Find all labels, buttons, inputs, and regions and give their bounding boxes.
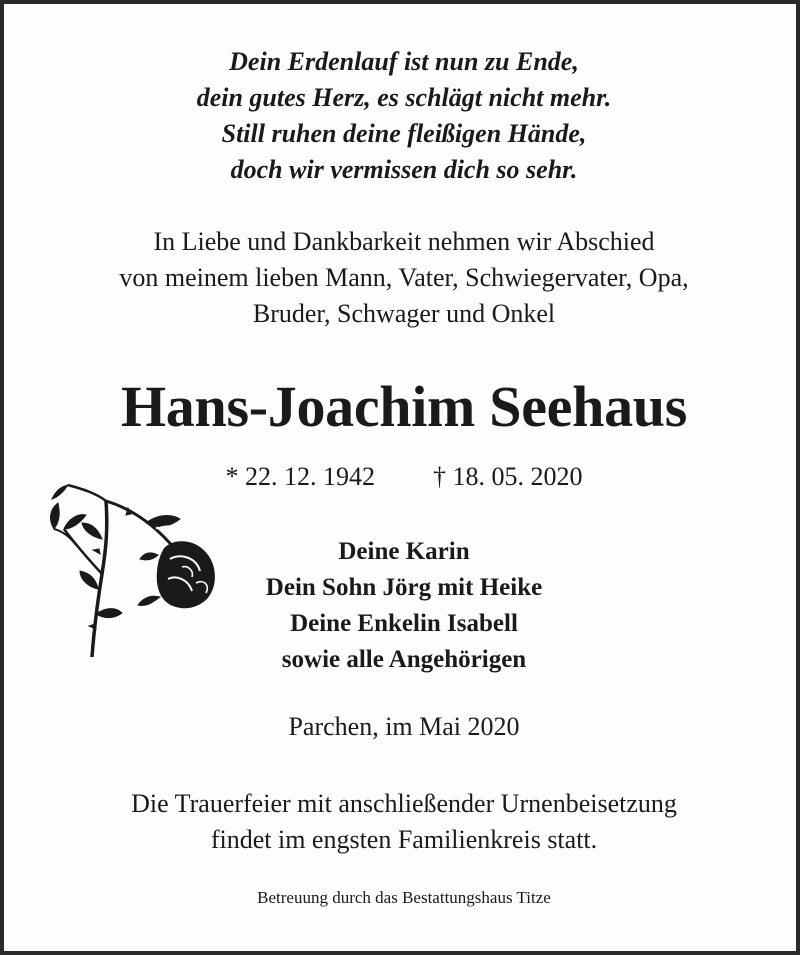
place-and-date: Parchen, im Mai 2020: [288, 712, 520, 741]
birth-date: * 22. 12. 1942: [225, 462, 375, 491]
farewell-intro: [4, 224, 800, 332]
ceremony-line: Die Trauerfeier mit anschließender Urnenbeisetzung: [131, 789, 677, 818]
mourner-line: Deine Enkelin Isabell: [290, 610, 518, 637]
mourner-line: Dein Sohn Jörg mit Heike: [265, 574, 543, 601]
poem-line: dein gutes Herz, es schlägt nicht mehr.: [196, 83, 612, 112]
intro-line: In Liebe und Dankbarkeit nehmen wir Abschied: [153, 227, 655, 256]
ceremony-info: [4, 786, 800, 858]
intro-line: von meinem lieben Mann, Vater, Schwiegervater, Opa,: [119, 263, 689, 292]
poem-line: Dein Erdenlauf ist nun zu Ende,: [229, 47, 579, 76]
intro-line: Bruder, Schwager und Onkel: [252, 299, 556, 328]
mourners-list: [4, 534, 800, 678]
death-date: † 18. 05. 2020: [433, 462, 583, 491]
mourner-line: sowie alle Angehörigen: [281, 646, 527, 673]
poem-line: doch wir vermissen dich so sehr.: [230, 155, 578, 184]
deceased-name: Hans-Joachim Seehaus: [120, 374, 687, 439]
poem-line: Still ruhen deine fleißigen Hände,: [221, 119, 587, 148]
ceremony-line: findet im engsten Familienkreis statt.: [210, 825, 598, 854]
mourner-line: Deine Karin: [338, 538, 470, 565]
memorial-poem: [4, 44, 800, 188]
funeral-home-credit: Betreuung durch das Bestattungshaus Titze: [257, 888, 551, 907]
